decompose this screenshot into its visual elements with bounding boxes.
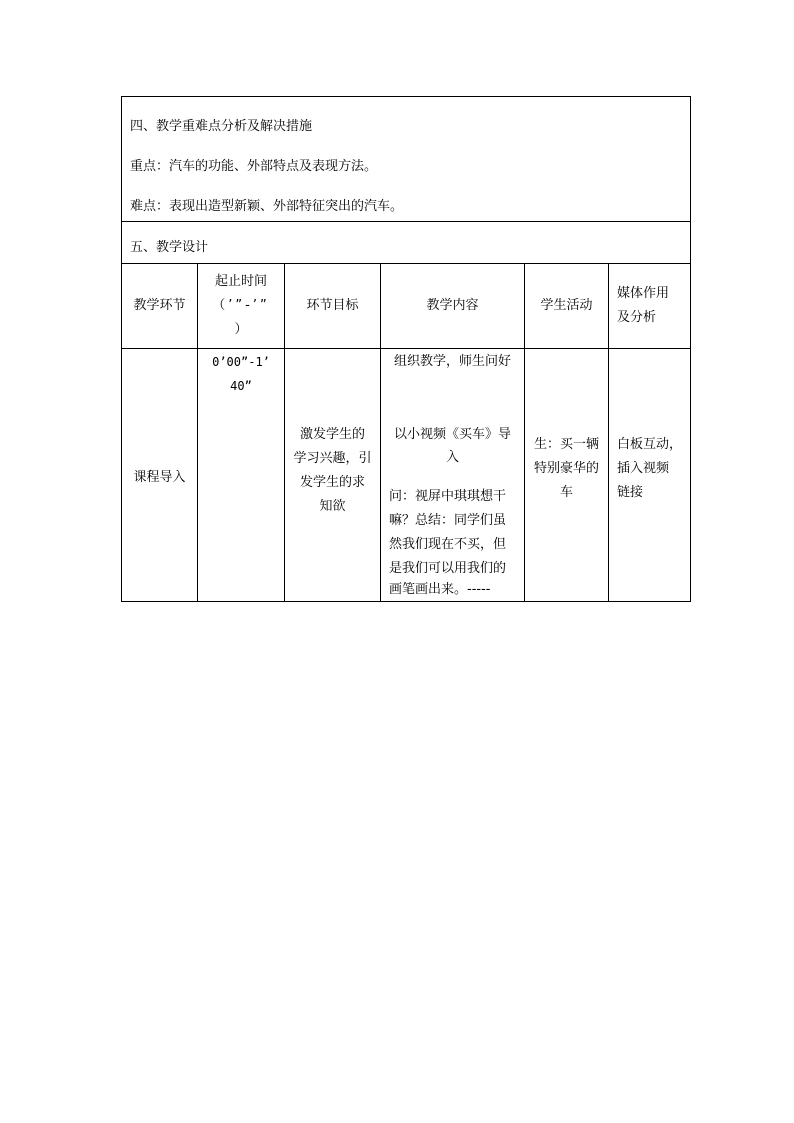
key-point-text: 重点：汽车的功能、外部特点及表现方法。 (130, 159, 378, 174)
difficult-point-text: 难点：表现出造型新颖、外部特征突出的汽车。 (130, 199, 404, 214)
cell-media-role: 白板互动， 插入视频 链接 (617, 437, 683, 500)
lesson-plan-table (121, 96, 691, 602)
header-teaching-content: 教学内容 (426, 297, 479, 313)
section5-heading: 五、教学设计 (130, 240, 209, 255)
header-media-role: 媒体作用 及分析 (617, 285, 670, 325)
header-student-activity: 学生活动 (540, 297, 593, 313)
cell-time: 0’00”-1’ 40” (212, 355, 270, 393)
cell-stage: 课程导入 (133, 469, 186, 485)
header-teaching-stage: 教学环节 (133, 297, 186, 313)
cell-content: 组织教学，师生问好 以小视频《买车》导 入 问：视屏中琪琪想干 嘛？总结：同学们虽 然我们现在不买，但 是我们可以用我们的 画笔画出来。----- (389, 354, 511, 597)
cell-goal: 激发学生的 学习兴趣，引 发学生的求 知欲 (293, 427, 372, 514)
section-key-difficult-points (122, 97, 690, 222)
header-time: 起止时间 （’”-’” ） (212, 273, 270, 337)
section4-heading: 四、教学重难点分析及解决措施 (130, 119, 313, 134)
cell-student-activity: 生：买一辆 特别豪华的 车 (533, 437, 599, 500)
header-stage-goal: 环节目标 (306, 297, 359, 313)
section-teaching-design (122, 221, 690, 264)
